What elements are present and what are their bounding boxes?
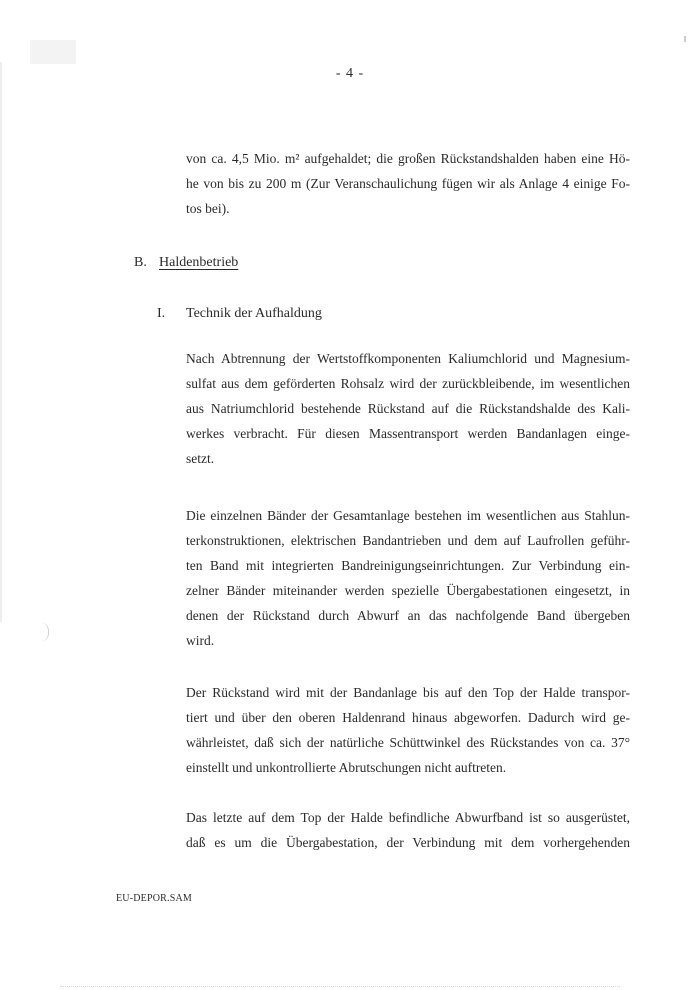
section-number: B. bbox=[134, 255, 147, 270]
text-line: wird. bbox=[186, 633, 215, 648]
text-line: werkes verbracht. Für diesen Massentransport werden Bandanlagen einge- bbox=[186, 426, 630, 441]
text-line: tos bei). bbox=[186, 201, 230, 216]
text-line: tiert und über den oberen Haldenrand hinaus abgeworfen. Dadurch wird ge- bbox=[186, 710, 630, 725]
text-line: ten Band mit integrierten Bandreinigungseinrichtungen. Zur Verbindung ein- bbox=[186, 558, 630, 573]
subsection-title: Technik der Aufhaldung bbox=[186, 306, 322, 321]
paragraph-3 bbox=[186, 680, 630, 780]
scan-artifact bbox=[40, 622, 49, 642]
text-line: terkonstruktionen, elektrischen Bandantrieben und dem auf Laufrollen geführ- bbox=[186, 533, 630, 548]
text-line: he von bis zu 200 m (Zur Veranschaulichung fügen wir als Anlage 4 einige Fo- bbox=[186, 176, 630, 191]
section-title: Haldenbetrieb bbox=[159, 255, 239, 270]
text-line: Der Rückstand wird mit der Bandanlage bis auf den Top der Halde transpor- bbox=[186, 685, 630, 700]
subsection-heading-i bbox=[157, 304, 322, 324]
paragraph-4 bbox=[186, 805, 630, 855]
scan-artifact bbox=[0, 62, 2, 622]
page-number: - 4 - bbox=[335, 66, 365, 81]
text-line: setzt. bbox=[186, 451, 215, 466]
text-line: Nach Abtrennung der Wertstoffkomponenten Kaliumchlorid und Magnesium- bbox=[186, 351, 630, 366]
scan-artifact bbox=[30, 40, 76, 64]
text-line: denen der Rückstand durch Abwurf an das nachfolgende Band übergeben bbox=[186, 608, 630, 623]
paragraph-2 bbox=[186, 503, 630, 653]
scan-artifact bbox=[60, 986, 620, 988]
text-line: einstellt und unkontrollierte Abrutschungen nicht auftreten. bbox=[186, 760, 507, 775]
text-line: daß es um die Übergabestation, der Verbindung mit dem vorhergehenden bbox=[186, 835, 630, 850]
text-line: Das letzte auf dem Top der Halde befindliche Abwurfband ist so ausgerüstet, bbox=[186, 810, 630, 825]
paragraph-1 bbox=[186, 346, 630, 471]
scan-artifact bbox=[684, 36, 686, 42]
paragraph-continuation bbox=[186, 146, 630, 221]
text-line: zelner Bänder miteinander werden spezielle Übergabestationen eingesetzt, in bbox=[186, 583, 630, 598]
subsection-number: I. bbox=[157, 306, 166, 321]
section-heading-b bbox=[134, 253, 238, 273]
text-line: Die einzelnen Bänder der Gesamtanlage bestehen im wesentlichen aus Stahlun- bbox=[186, 508, 630, 523]
text-line: währleistet, daß sich der natürliche Schüttwinkel des Rückstandes von ca. 37° bbox=[186, 735, 630, 750]
footer-filename: EU-DEPOR.SAM bbox=[116, 893, 193, 904]
text-line: von ca. 4,5 Mio. m² aufgehaldet; die großen Rückstandshalden haben eine Hö- bbox=[186, 151, 630, 166]
text-line: aus Natriumchlorid bestehende Rückstand auf die Rückstandshalde des Kali- bbox=[186, 401, 630, 416]
text-line: sulfat aus dem geförderten Rohsalz wird der zurückbleibende, im wesentlichen bbox=[186, 376, 630, 391]
